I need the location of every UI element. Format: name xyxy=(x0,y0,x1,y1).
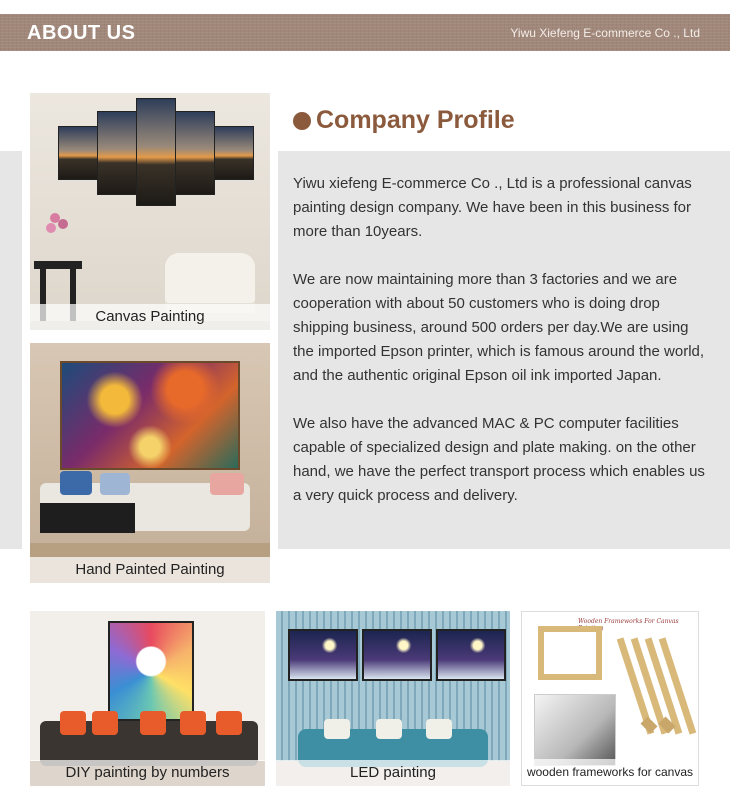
profile-paragraph: We are now maintaining more than 3 factories and we are cooperation with about 50 customers who is doing drop shipping business, around 500 orders per day.We are using the imported Epson printer, which is famous around the world, and the authentic original Epson oil ink imported Japan. xyxy=(293,271,705,384)
deer-painting xyxy=(108,621,194,721)
profile-text xyxy=(293,172,713,532)
sample-print xyxy=(534,694,616,766)
page-title: ABOUT US xyxy=(27,22,136,44)
profile-paragraph: We also have the advanced MAC & PC computer facilities capable of specialized design and plate making. on the other hand, we have the perfect transport process which enables us a very quick process and delivery. xyxy=(293,415,705,504)
canvas-panel xyxy=(97,111,137,195)
cushion xyxy=(60,711,86,735)
profile-heading xyxy=(293,106,515,135)
wooden-frames-photo xyxy=(521,611,699,786)
canvas-painting-photo xyxy=(30,93,270,330)
led-canvas xyxy=(288,629,358,681)
profile-heading-label: Company Profile xyxy=(316,106,515,134)
pillow xyxy=(100,473,130,495)
canvas-panel xyxy=(214,126,254,180)
cushion xyxy=(216,711,242,735)
profile-paragraph: Yiwu xiefeng E-commerce Co ., Ltd is a professional canvas painting design company. We have been in this business for more than 10years. xyxy=(293,175,692,240)
header-banner xyxy=(0,14,730,51)
pillow xyxy=(210,473,244,495)
oil-painting xyxy=(60,361,240,470)
product-caption: Canvas Painting xyxy=(30,304,270,330)
cushion xyxy=(426,719,452,739)
product-caption: Hand Painted Painting xyxy=(30,557,270,583)
left-decor-band xyxy=(0,151,22,549)
frame-photo-note: Wooden Frameworks For Canvas Painting xyxy=(578,618,679,632)
hand-painted-photo xyxy=(30,343,270,583)
company-name: Yiwu Xiefeng E-commerce Co ., Ltd xyxy=(510,26,700,40)
bullet-dot-icon xyxy=(293,112,311,130)
pillow xyxy=(60,471,92,495)
wooden-frame xyxy=(538,626,602,680)
cushion xyxy=(324,719,350,739)
product-caption: wooden frameworks for canvas xyxy=(522,759,698,785)
canvas-panel xyxy=(58,126,98,180)
cushion xyxy=(140,711,166,735)
cushion xyxy=(92,711,118,735)
canvas-panel xyxy=(136,98,176,206)
orchid-flower xyxy=(50,213,60,223)
led-painting-photo xyxy=(276,611,510,786)
led-canvas xyxy=(362,629,432,681)
cushion xyxy=(376,719,402,739)
diy-painting-photo xyxy=(30,611,265,786)
product-caption: LED painting xyxy=(276,760,510,786)
canvas-panel xyxy=(175,111,215,195)
product-caption: DIY painting by numbers xyxy=(30,760,265,786)
cushion xyxy=(180,711,206,735)
coffee-table xyxy=(40,503,135,533)
led-canvas xyxy=(436,629,506,681)
side-table xyxy=(34,261,82,269)
